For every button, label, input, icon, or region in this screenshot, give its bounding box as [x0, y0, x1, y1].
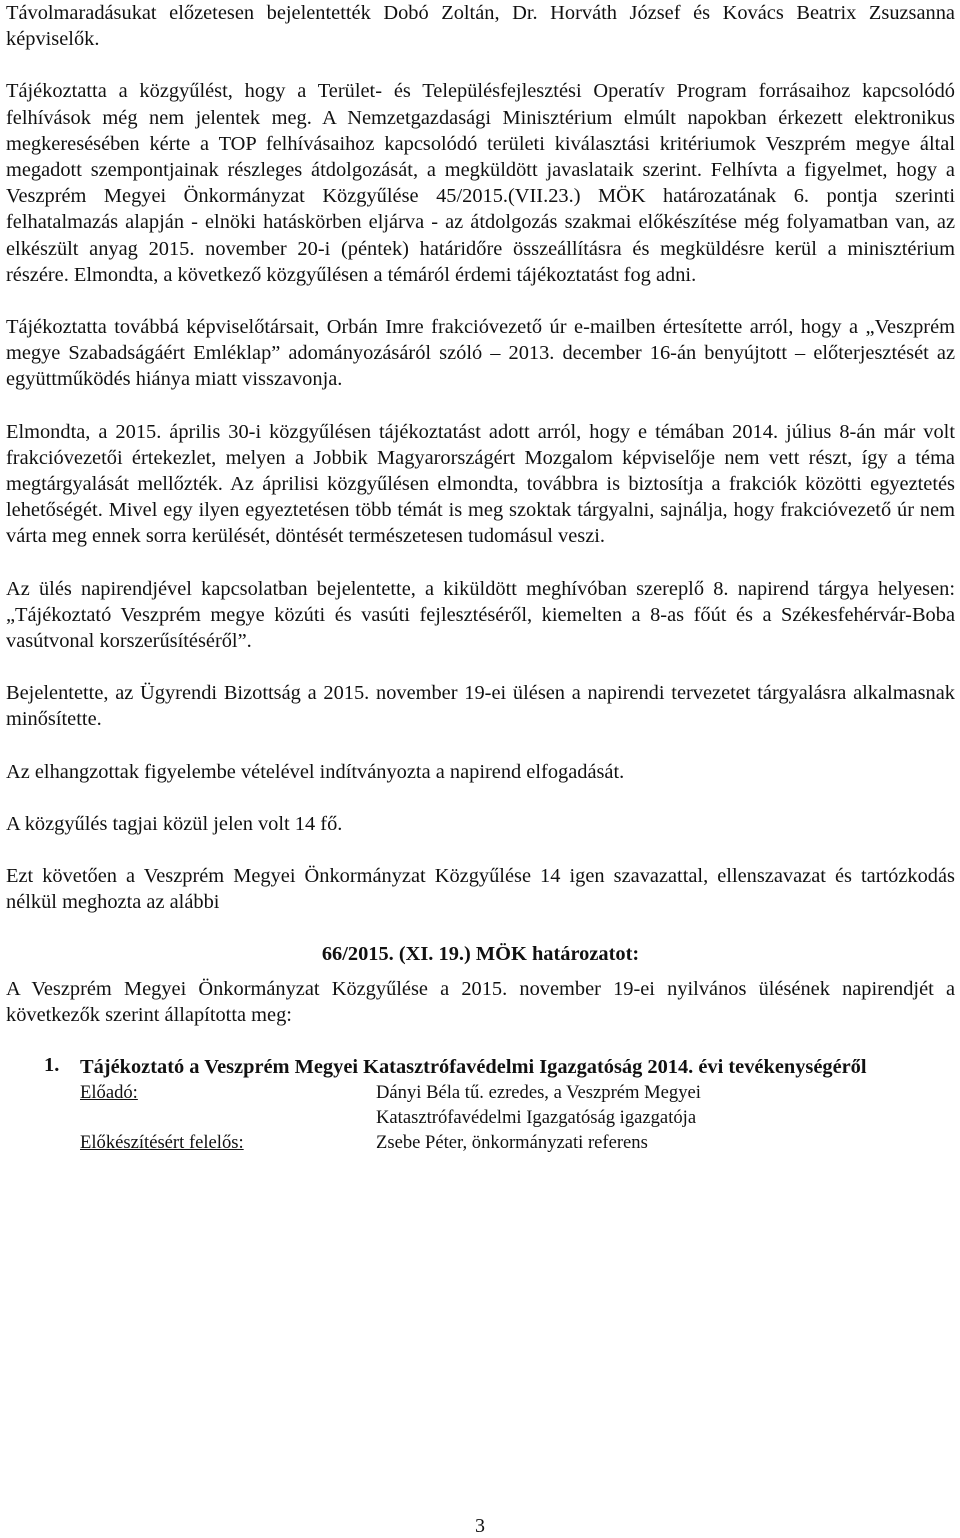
- presenter-label: Előadó:: [80, 1082, 138, 1104]
- agenda-item-title: Tájékoztató a Veszprém Megyei Katasztrófavédelmi Igazgatóság 2014. évi tevékenységéről: [80, 1056, 867, 1079]
- paragraph-vote: Ezt követően a Veszprém Megyei Önkormányzat Közgyűlése 14 igen szavazattal, ellenszavazat és tartózkodás nélkül meghozta az alábbi: [6, 865, 955, 914]
- page-number: 3: [475, 1515, 485, 1537]
- responsible-row: [80, 1130, 955, 1155]
- paragraph-jobbik: Elmondta, a 2015. április 30-i közgyűlésen tájékoztatást adott arról, hogy e témában 2014. július 8-án már volt frakcióvezetői értekezlet, melyen a Jobbik Magyarországért Mozgalom képviselője nem vett részt, így a téma megtárgyalását mellőzték. Az áprilisi közgyűlésen elmondta, továbbra is biztosítja a frakciók közötti egyeztetés lehetőségét. Mivel egy ilyen egyeztetésen több témát is meg szoktak tárgyalni, sajnálja, hogy frakcióvezető úr nem várta meg ennek sorra kerülését, döntését természetesen tudomásul veszi.: [6, 420, 955, 548]
- paragraph-absence: Távolmaradásukat előzetesen bejelentették Dobó Zoltán, Dr. Horváth József és Kovács Beatrix Zsuzsanna képviselők.: [6, 2, 955, 51]
- agenda-item: [6, 1054, 955, 1155]
- paragraph-committee: Bejelentette, az Ügyrendi Bizottság a 2015. november 19-ei ülésen a napirendi tervezetet tárgyalásra alkalmasnak minősítette.: [6, 682, 955, 731]
- paragraph-present: A közgyűlés tagjai közül jelen volt 14 fő.: [6, 812, 343, 835]
- paragraph-top-info: Tájékoztatta a közgyűlést, hogy a Terület- és Településfejlesztési Operatív Program forrásaihoz kapcsolódó felhívások még nem jelentek meg. A Nemzetgazdasági Minisztérium elmúlt napokban érkezett elektronikus megkeresésében kérte a TOP felhívásaihoz kapcsolódó területi kiválasztási kritériumok Veszprém megye által megadott szempontjainak részleges átdolgozását, a megküldött javaslataik szerint. Felhívta a figyelmet, hogy a Veszprém Megyei Önkormányzat Közgyűlése 45/2015.(VII.23.) MÖK határozatának 6. pontja szerinti felhatalmazás alapján - elnöki hatáskörben eljárva - az átdolgozás szakmai előkészítése még folyamatban van, az elkészült anyag 2015. november 20-i (péntek) határidőre összeállításra és megküldésre kerül a minisztérium részére. Elmondta, a következő közgyűlésen a témáról érdemi tájékoztatást fog adni.: [6, 80, 955, 286]
- document-body: [6, 0, 955, 1155]
- presenter-line2: Katasztrófavédelmi Igazgatóság igazgatója: [376, 1107, 697, 1129]
- paragraph-orban: Tájékoztatta továbbá képviselőtársait, Orbán Imre frakcióvezető úr e-mailben értesítette arról, hogy a „Veszprém megye Szabadságáért Emléklap” adományozásáról szóló – 2013. december 16-án benyújtott – előterjesztését az együttműködés hiánya miatt visszavonja.: [6, 316, 955, 391]
- presenter-line1: Dányi Béla tű. ezredes, a Veszprém Megyei: [376, 1082, 701, 1104]
- responsible-value: Zsebe Péter, önkormányzati referens: [376, 1132, 648, 1154]
- paragraph-motion: Az elhangzottak figyelembe vételével indítványozta a napirend elfogadását.: [6, 760, 625, 783]
- paragraph-agenda-item8: Az ülés napirendjével kapcsolatban bejelentette, a kiküldött meghívóban szereplő 8. napirend tárgya helyesen: „Tájékoztató Veszprém megye közúti és vasúti fejlesztéséről, kiemelten a 8-as főút és a Székesfehérvár-Boba vasútvonal korszerűsítéséről”.: [6, 577, 955, 653]
- resolution-title: 66/2015. (XI. 19.) MÖK határozatot:: [321, 943, 640, 966]
- responsible-label: Előkészítésért felelős:: [80, 1132, 244, 1154]
- agenda-item-number: 1.: [44, 1054, 60, 1077]
- presenter-value: [376, 1080, 955, 1130]
- resolution-intro: A Veszprém Megyei Önkormányzat Közgyűlése a 2015. november 19-ei nyilvános ülésének napirendjét a következők szerint állapította meg:: [6, 977, 955, 1026]
- presenter-row: [80, 1080, 955, 1130]
